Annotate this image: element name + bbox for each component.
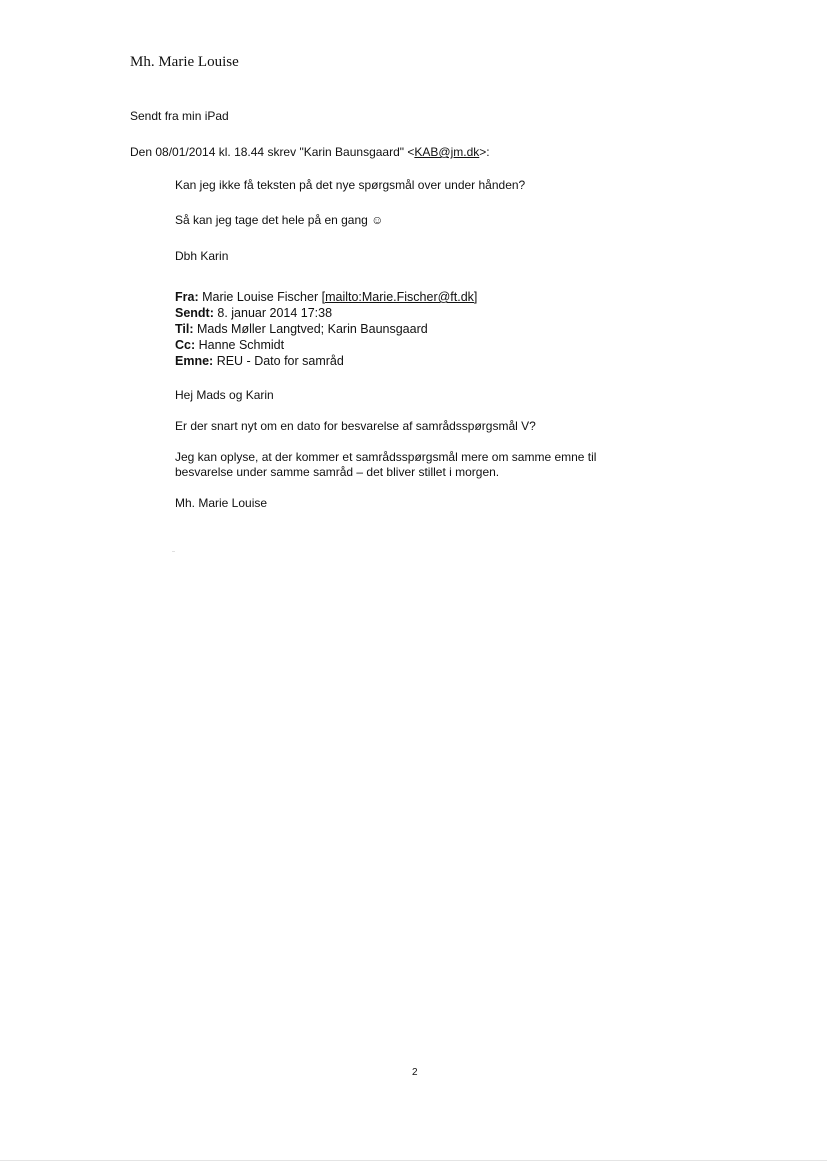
header-subject-value: REU - Dato for samråd (216, 354, 344, 368)
header-cc-label: Cc: (175, 338, 196, 352)
header-from-mailto-link[interactable]: [mailto:Marie.Fischer@ft.dk] (321, 290, 478, 304)
header-sent-value: 8. januar 2014 17:38 (217, 306, 333, 320)
scan-bottom-edge (0, 1160, 827, 1161)
top-signature: Mh. Marie Louise (130, 54, 239, 70)
header-cc (175, 338, 284, 352)
header-cc-value: Hanne Schmidt (198, 338, 285, 352)
attribution-suffix: >: (479, 145, 490, 159)
header-to-label: Til: (175, 322, 194, 336)
karin-email-link[interactable]: KAB@jm.dk (414, 145, 480, 159)
header-sent (175, 306, 332, 320)
body-paragraph-new-question: Jeg kan oplyse, at der kommer et samrådsspørgsmål mere om samme emne til besvarelse under samme samråd – det bliver stillet i morgen. (175, 450, 597, 479)
body-signoff: Mh. Marie Louise (175, 496, 268, 510)
header-from-name: Marie Louise Fischer (202, 290, 322, 304)
header-from-label: Fra: (175, 290, 199, 304)
header-to-value: Mads Møller Langtved; Karin Baunsgaard (197, 322, 428, 336)
page-number: 2 (412, 1067, 418, 1078)
header-subject (175, 354, 344, 368)
body-paragraph-date: Er der snart nyt om en dato for besvarelse af samrådsspørgsmål V? (175, 419, 536, 433)
header-to (175, 322, 428, 336)
quoted-line-question: Kan jeg ikke få teksten på det nye spørgsmål over under hånden? (175, 178, 526, 192)
quoted-line-all-at-once: Så kan jeg tage det hele på en gang ☺ (175, 213, 384, 227)
reply-attribution-line (130, 145, 490, 159)
body-greeting: Hej Mads og Karin (175, 388, 274, 402)
header-from (175, 290, 477, 304)
quoted-line-signoff: Dbh Karin (175, 249, 229, 263)
header-subject-label: Emne: (175, 354, 214, 368)
header-sent-label: Sendt: (175, 306, 214, 320)
scan-speck (172, 551, 175, 552)
attribution-prefix: Den 08/01/2014 kl. 18.44 skrev "Karin Baunsgaard" < (130, 145, 415, 159)
sent-from-line: Sendt fra min iPad (130, 109, 229, 123)
